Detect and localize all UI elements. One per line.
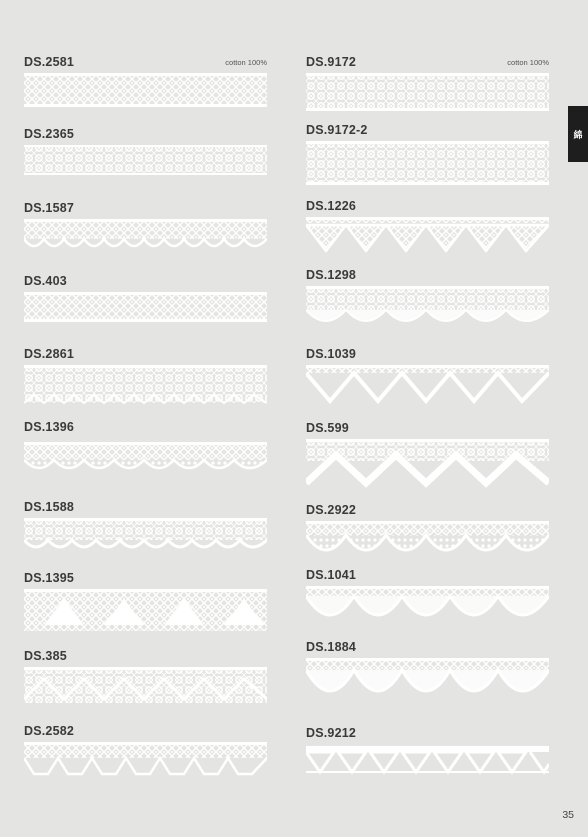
item-code: DS.2861 [24,347,75,361]
item-code: DS.2582 [24,724,75,738]
item-code: DS.1226 [306,199,357,213]
lace-sample [24,665,267,705]
item-code: DS.2922 [306,503,357,517]
lace-sample [306,437,549,497]
lace-sample [24,436,267,476]
section-tab: 綿 [568,106,588,162]
lace-sample [24,363,267,405]
lace-sample [306,71,549,113]
item-code: DS.1588 [24,500,75,514]
item-code: DS.1884 [306,640,357,654]
lace-sample [306,584,549,636]
lace-sample [306,742,549,786]
lace-sample [24,740,267,782]
item-code: DS.385 [24,649,67,663]
item-code: DS.9212 [306,726,357,740]
item-code: DS.9172 [306,55,357,69]
item-code: DS.1039 [306,347,357,361]
item-code: DS.1396 [24,420,75,434]
fabric-note: cotton 100% [225,58,267,67]
item-code: DS.9172-2 [306,123,368,137]
lace-sample [306,139,549,187]
item-code: DS.1298 [306,268,357,282]
lace-sample [306,215,549,259]
item-code: DS.599 [306,421,349,435]
lace-sample [306,656,549,714]
item-code: DS.2581 [24,55,75,69]
item-code: DS.1041 [306,568,357,582]
item-code: DS.1587 [24,201,75,215]
lace-sample [24,290,267,324]
lace-sample [24,71,267,109]
fabric-note: cotton 100% [507,58,549,67]
item-code: DS.403 [24,274,67,288]
page-number: 35 [562,809,574,821]
item-code: DS.2365 [24,127,75,141]
lace-sample [24,143,267,177]
lace-sample [24,217,267,255]
lace-sample [24,516,267,556]
lace-sample [306,363,549,407]
lace-sample [306,284,549,334]
lace-sample [24,587,267,633]
lace-sample [306,519,549,565]
item-code: DS.1395 [24,571,75,585]
